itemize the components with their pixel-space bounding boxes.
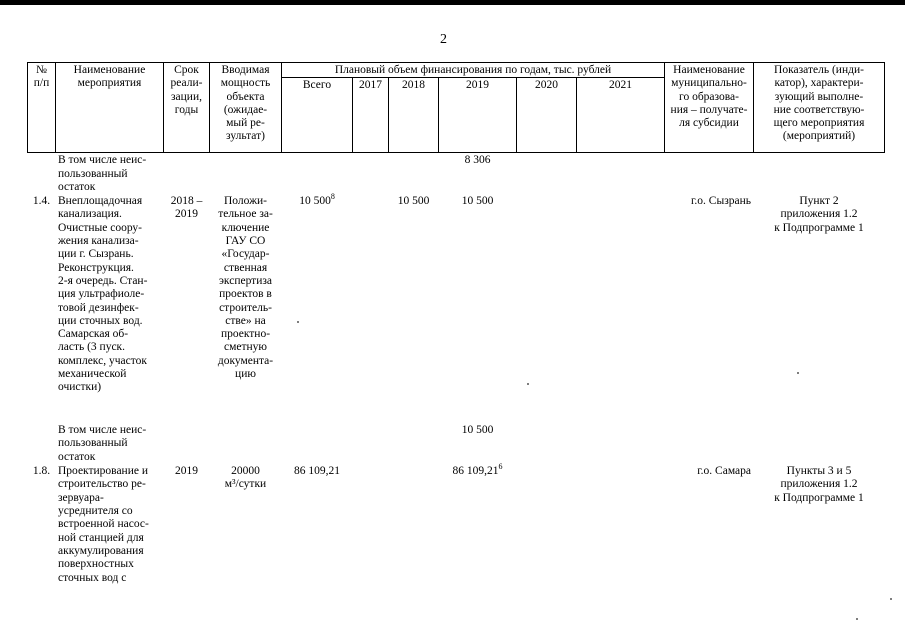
row-term: 2018 – 2019	[170, 195, 203, 221]
header-2020: 2020	[517, 78, 577, 153]
row-term	[164, 423, 210, 464]
header-name: Наименование мероприятия	[56, 63, 164, 153]
row-term	[164, 153, 210, 194]
page-number: 2	[440, 32, 447, 47]
row-num	[28, 423, 56, 464]
row-name: В том числе неис- пользованный остаток	[58, 424, 147, 463]
row-2018: 10 500	[397, 195, 430, 208]
header-total: Всего	[282, 78, 353, 153]
row-indicator	[754, 153, 885, 194]
scan-speck	[856, 618, 858, 620]
row-num: 1.8.	[32, 465, 51, 478]
row-2018	[389, 153, 439, 194]
scan-speck	[527, 383, 529, 385]
row-indicator: Пункт 2 приложения 1.2 к Подпрограмме 1	[774, 195, 864, 234]
row-2020	[517, 153, 577, 194]
row-2017	[353, 423, 389, 464]
row-num	[28, 153, 56, 194]
row-capacity	[210, 153, 282, 194]
row-capacity: Положи- тельное за- ключение ГАУ СО «Государ- ственная экспертиза проектов в строитель- стве» на проектно- сметную документа- цию	[217, 195, 274, 381]
row-2019: 10 500	[461, 195, 494, 208]
header-2021: 2021	[577, 78, 665, 153]
scan-speck	[797, 372, 799, 374]
row-2017	[353, 194, 389, 423]
table-body	[28, 153, 885, 585]
table-row-unused-balance-2	[28, 423, 885, 464]
row-total: 86 109,21	[294, 465, 340, 478]
row-indicator: Пункты 3 и 5 приложения 1.2 к Подпрограмме 1	[774, 465, 864, 504]
row-2018	[389, 464, 439, 585]
row-2021	[577, 423, 665, 464]
table-header	[28, 63, 885, 153]
row-2017	[353, 153, 389, 194]
row-total: 10 $500^8$	[299, 192, 335, 208]
header-2017: 2017	[353, 78, 389, 153]
scan-top-edge	[0, 0, 905, 5]
header-indicator: Показатель (инди- катор), характери- зующий выполне- ние соответствую- щего мероприятия (мероприятий)	[754, 63, 885, 153]
row-2020	[517, 423, 577, 464]
row-num: 1.4.	[32, 195, 51, 208]
row-2019: 86 109,21$^6$	[452, 462, 503, 478]
row-capacity	[210, 423, 282, 464]
table-row-1-4	[28, 194, 885, 423]
row-term: 2019	[175, 465, 198, 478]
header-num: № п/п	[28, 63, 56, 153]
header-2018: 2018	[389, 78, 439, 153]
header-municipality: Наименование муниципально- го образова- ния – получате- ля субсидии	[665, 63, 754, 153]
header-2019: 2019	[439, 78, 517, 153]
row-name: Внеплощадочная канализация. Очистные соору- жения канализа- ции г. Сызрань. Реконструкция. 2-я очередь. Стан- ция ультрафиоле- товой дезинфек- ции сточных вод. Самарская об- ласть (3 пуск. комплекс, участок механической очистки)	[58, 195, 148, 394]
row-2021	[577, 194, 665, 423]
row-name: В том числе неис- пользованный остаток	[58, 154, 147, 193]
table-row-unused-balance-1	[28, 153, 885, 194]
header-capacity: Вводимая мощность объекта (ожидае- мый ре- зультат)	[210, 63, 282, 153]
row-municipality	[665, 423, 754, 464]
row-2020	[517, 464, 577, 585]
funding-table	[27, 62, 885, 585]
row-2021	[577, 153, 665, 194]
row-municipality	[665, 153, 754, 194]
row-indicator	[754, 423, 885, 464]
scan-speck	[297, 321, 299, 323]
row-2021	[577, 464, 665, 585]
row-name: Проектирование и строительство ре- зервуара- усреднителя со встроенной насос- ной станцией для аккумулирования поверхностных сточных вод с	[58, 465, 149, 584]
row-2017	[353, 464, 389, 585]
row-2019: 10 500	[461, 424, 494, 437]
row-2018	[389, 423, 439, 464]
scan-speck	[890, 598, 892, 600]
row-capacity: 20000 м³/сутки	[224, 465, 267, 491]
header-term: Срок реали- зации, годы	[164, 63, 210, 153]
header-funding-group: Плановый объем финансирования по годам, тыс. рублей	[282, 63, 665, 78]
table-row-1-8	[28, 464, 885, 585]
row-2020	[517, 194, 577, 423]
row-total	[282, 423, 353, 464]
row-total	[282, 153, 353, 194]
row-municipality: г.о. Сызрань	[691, 195, 751, 208]
row-2019: 8 306	[464, 154, 491, 167]
row-municipality: г.о. Самара	[697, 465, 751, 478]
